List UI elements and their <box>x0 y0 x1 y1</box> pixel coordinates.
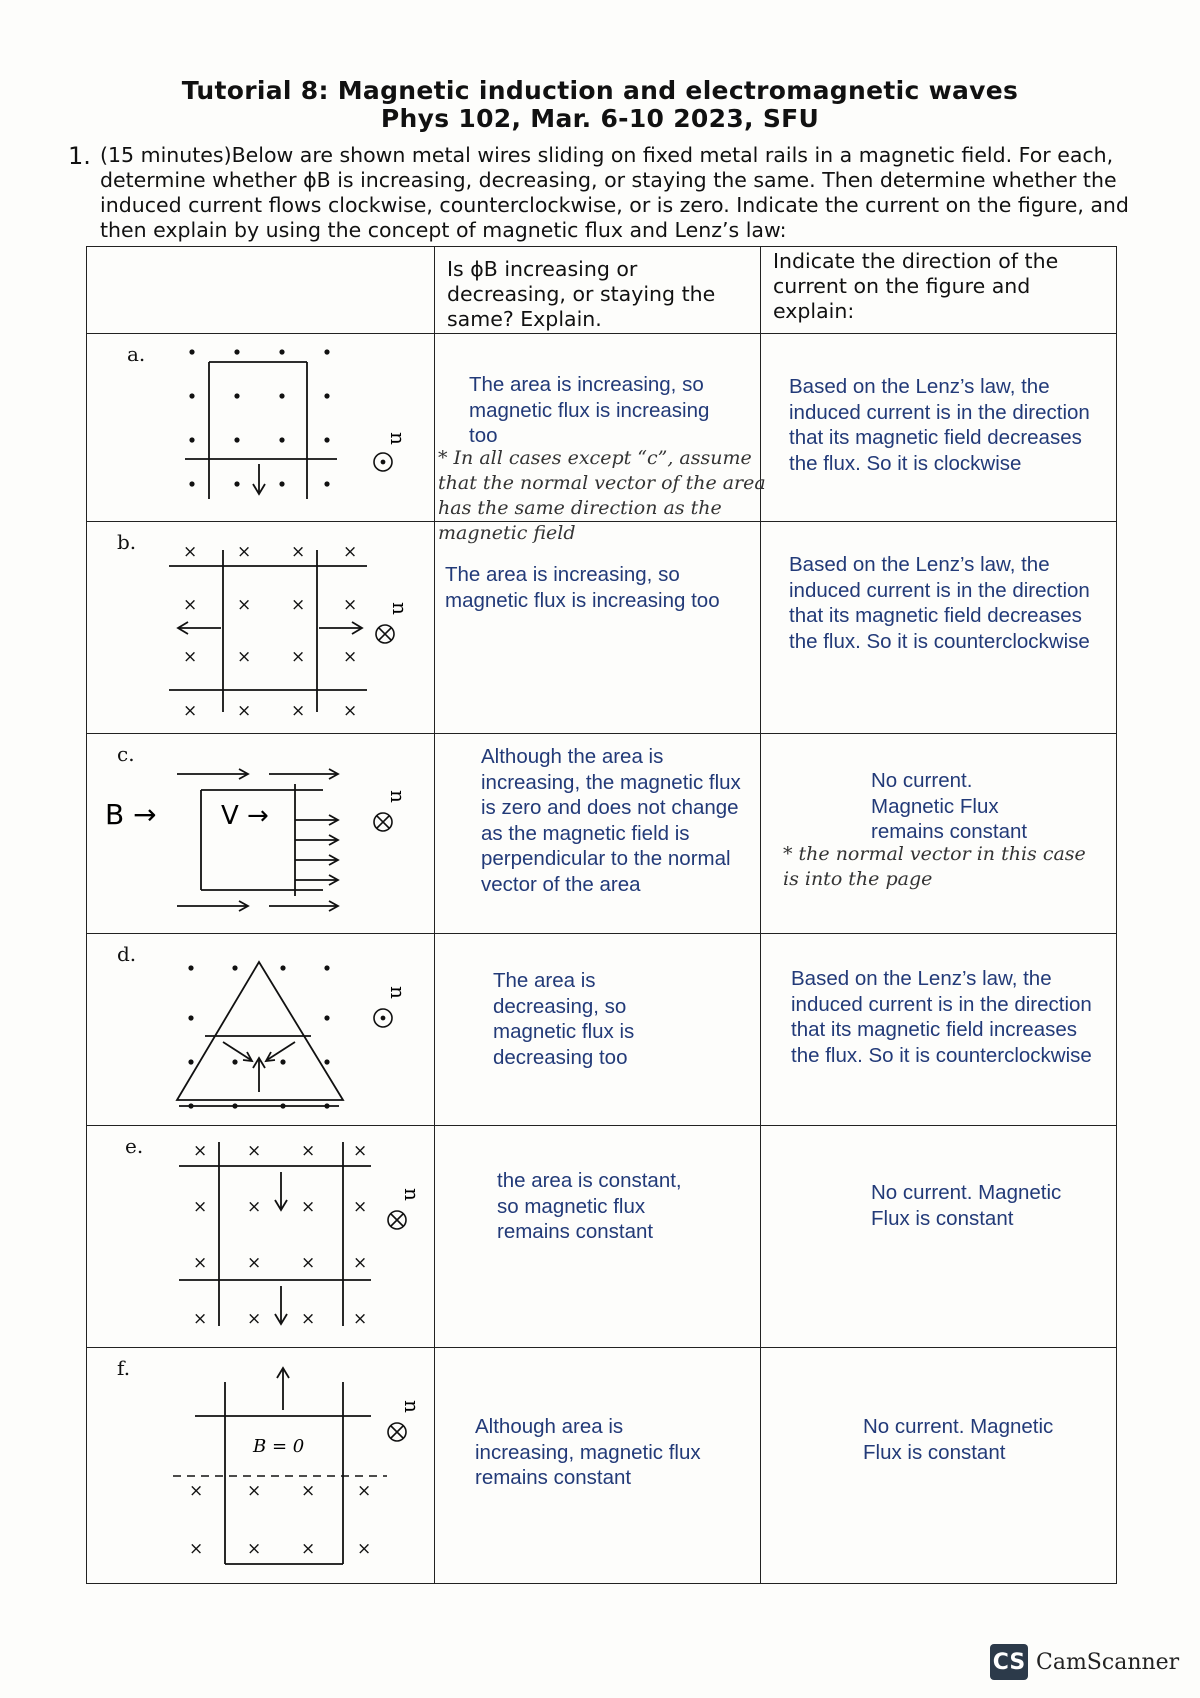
flux-cell-c <box>435 734 761 934</box>
camscanner-watermark <box>990 1644 1179 1680</box>
figure-b <box>87 522 435 734</box>
title-line-2: Phys 102, Mar. 6-10 2023, SFU <box>380 104 820 133</box>
svg-text:×: × <box>291 701 306 721</box>
normal-label: n <box>386 986 410 999</box>
crosses-into-page <box>183 542 357 721</box>
row-label: d. <box>117 942 137 966</box>
svg-text:×: × <box>189 1481 204 1501</box>
header-current-cell <box>761 247 1117 334</box>
svg-text:×: × <box>353 1253 368 1273</box>
field-label: B → <box>105 798 157 831</box>
svg-text:×: × <box>301 1539 316 1559</box>
figure-c <box>87 734 435 934</box>
svg-text:×: × <box>291 595 306 615</box>
normal-in-icon <box>388 1211 406 1229</box>
svg-text:×: × <box>343 595 358 615</box>
current-answer: Based on the Lenz’s law, the induced current is in the direction that its magnetic field decreases the flux. So it is clockwise <box>789 375 1090 475</box>
flux-cell-d <box>435 934 761 1126</box>
table-row <box>87 522 1117 734</box>
question-text: (15 minutes)Below are shown metal wires sliding on fixed metal rails in a magnetic field. For each, determine whether ϕB is increasing, decreasing, or staying the same. Then determine whether the induced current flows clockwise, counterclockwise, or is zero. Indicate the current on the figure, and then explain by using the concept of magnetic flux and Lenz’s law: <box>100 143 1129 242</box>
svg-text:×: × <box>237 647 252 667</box>
normal-in-icon <box>388 1423 406 1441</box>
current-answer: No current. Magnetic Flux is constant <box>871 1181 1062 1230</box>
normal-in-icon <box>376 625 394 643</box>
figure-cell-d <box>87 934 435 1126</box>
handwritten-note-a: * In all cases except “c”, assume that the normal vector of the area has the same direction as the magnetic field <box>438 447 766 544</box>
rails-and-bar <box>185 362 337 499</box>
current-cell-e <box>761 1126 1117 1348</box>
svg-text:×: × <box>183 701 198 721</box>
current-cell-f <box>761 1348 1117 1584</box>
flux-answer: The area is increasing, so magnetic flux is increasing too <box>469 373 710 447</box>
svg-text:×: × <box>353 1197 368 1217</box>
svg-text:×: × <box>353 1141 368 1161</box>
normal-out-icon <box>374 453 392 471</box>
rails-and-bars <box>179 1142 371 1326</box>
row-label: b. <box>117 530 137 554</box>
svg-text:×: × <box>343 542 358 562</box>
svg-text:×: × <box>357 1539 372 1559</box>
svg-text:×: × <box>343 701 358 721</box>
svg-text:×: × <box>247 1197 262 1217</box>
figure-cell-a <box>87 334 435 522</box>
camscanner-logo-icon: CS <box>990 1644 1028 1680</box>
figure-cell-c <box>87 734 435 934</box>
table-header-row <box>87 247 1117 334</box>
figure-a <box>87 334 435 522</box>
svg-text:×: × <box>193 1141 208 1161</box>
svg-text:×: × <box>247 1309 262 1329</box>
svg-text:×: × <box>183 542 198 562</box>
camscanner-name: CamScanner <box>1036 1649 1180 1675</box>
zero-field-label: B = 0 <box>253 1436 305 1457</box>
table-row <box>87 734 1117 934</box>
question-number: 1. <box>68 142 91 170</box>
normal-label: n <box>400 1188 424 1201</box>
svg-text:×: × <box>291 647 306 667</box>
current-cell-b <box>761 522 1117 734</box>
flux-answer: Although area is increasing, magnetic flux remains constant <box>475 1415 701 1489</box>
handwritten-note-c: * the normal vector in this case is into the page <box>783 843 1086 890</box>
svg-text:×: × <box>301 1141 316 1161</box>
figure-d <box>87 934 435 1126</box>
svg-text:×: × <box>183 647 198 667</box>
svg-text:×: × <box>247 1253 262 1273</box>
table-row <box>87 1126 1117 1348</box>
normal-in-icon <box>374 813 392 831</box>
title-line-1: Tutorial 8: Magnetic induction and electromagnetic waves <box>181 76 1019 105</box>
figure-e <box>87 1126 435 1348</box>
table-row <box>87 934 1117 1126</box>
rails-and-bar <box>173 1368 387 1564</box>
velocity-label: V → <box>221 801 269 831</box>
current-answer: No current. Magnetic Flux remains constant <box>871 769 1028 843</box>
svg-text:×: × <box>247 1539 262 1559</box>
svg-text:×: × <box>193 1253 208 1273</box>
normal-label: n <box>386 790 410 803</box>
current-answer: Based on the Lenz’s law, the induced current is in the direction that its magnetic field decreases the flux. So it is counterclockwise <box>789 553 1090 653</box>
header-figure-cell <box>87 247 435 334</box>
header-flux-cell <box>435 247 761 334</box>
current-answer: No current. Magnetic Flux is constant <box>863 1415 1054 1464</box>
svg-text:×: × <box>343 647 358 667</box>
figure-cell-e <box>87 1126 435 1348</box>
svg-text:×: × <box>237 701 252 721</box>
current-column-header: Indicate the direction of the current on the figure and explain: <box>773 249 1059 323</box>
svg-text:×: × <box>357 1481 372 1501</box>
figure-f <box>87 1348 435 1584</box>
flux-answer: The area is decreasing, so magnetic flux is decreasing too <box>493 969 635 1069</box>
flux-cell-e <box>435 1126 761 1348</box>
row-label: a. <box>127 342 146 366</box>
svg-text:×: × <box>353 1309 368 1329</box>
svg-text:×: × <box>189 1539 204 1559</box>
current-cell-d <box>761 934 1117 1126</box>
rails-and-bars <box>169 550 367 712</box>
svg-text:×: × <box>193 1197 208 1217</box>
flux-cell-f <box>435 1348 761 1584</box>
current-cell-a <box>761 334 1117 522</box>
svg-text:×: × <box>237 595 252 615</box>
flux-answer: The area is increasing, so magnetic flux is increasing too <box>445 563 720 612</box>
triangle-rails <box>177 962 343 1106</box>
svg-text:×: × <box>301 1309 316 1329</box>
normal-label: n <box>388 602 412 615</box>
figure-cell-b <box>87 522 435 734</box>
normal-label: n <box>386 432 410 445</box>
figure-cell-f <box>87 1348 435 1584</box>
svg-text:×: × <box>237 542 252 562</box>
svg-text:×: × <box>247 1481 262 1501</box>
row-label: c. <box>117 742 135 766</box>
svg-text:×: × <box>183 595 198 615</box>
svg-text:×: × <box>291 542 306 562</box>
normal-label: n <box>400 1400 424 1413</box>
crosses-into-page <box>189 1481 371 1559</box>
current-cell-c <box>761 734 1117 934</box>
normal-out-icon <box>374 1009 392 1027</box>
svg-text:×: × <box>301 1253 316 1273</box>
row-label: e. <box>125 1134 144 1158</box>
table-row <box>87 1348 1117 1584</box>
flux-answer: Although the area is increasing, the magnetic flux is zero and does not change as the magnetic field is perpendicular to the normal vector of the area <box>481 745 741 896</box>
row-label: f. <box>117 1356 131 1380</box>
flux-cell-b <box>435 522 761 734</box>
flux-column-header: Is ϕB increasing or decreasing, or staying the same? Explain. <box>447 257 716 331</box>
svg-text:×: × <box>301 1481 316 1501</box>
flux-answer: the area is constant, so magnetic flux remains constant <box>497 1169 682 1243</box>
svg-text:×: × <box>247 1141 262 1161</box>
svg-text:×: × <box>193 1309 208 1329</box>
svg-text:×: × <box>301 1197 316 1217</box>
current-answer: Based on the Lenz’s law, the induced current is in the direction that its magnetic field increases the flux. So it is counterclockwise <box>791 967 1092 1067</box>
